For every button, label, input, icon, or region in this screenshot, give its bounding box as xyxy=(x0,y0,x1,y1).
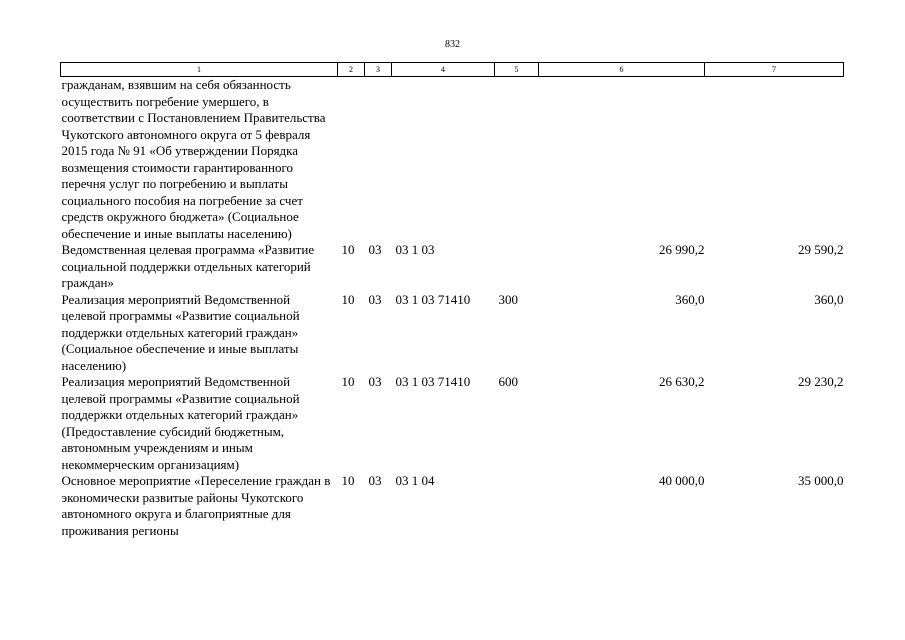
row-name: гражданам, взявшим на себя обязанность осуществить погребение умершего, в соответствии с Постановлением Правительства Чукотского автономного округа от 5 февраля 2015 года № 91 «Об утверждении Порядка возмещения стоимости гарантированного перечня услуг по погребению и выплаты социального пособия на погребение за счет средств окружного бюджета» (Социальное обеспечение и иные выплаты населению) xyxy=(61,77,326,241)
page-number: 832 xyxy=(445,39,460,50)
row-amount-1: 360,0 xyxy=(675,291,705,307)
row-target-item: 03 1 04 xyxy=(395,473,435,488)
row-section: 10 xyxy=(341,374,355,389)
row-subsection: 03 xyxy=(368,473,382,488)
row-section: 10 xyxy=(341,242,355,257)
row-amount-2 xyxy=(705,77,844,243)
row-subsection: 03 xyxy=(368,291,382,307)
row-target-item: 03 1 03 71410 xyxy=(395,374,471,389)
row-name: Реализация мероприятий Ведомственной целевой программы «Развитие социальной поддержки отдельных категорий граждан» (Социальное обеспечение и иные выплаты населению) xyxy=(61,291,300,373)
row-amount-1: 26 630,2 xyxy=(659,374,705,389)
table-row xyxy=(61,292,844,375)
table-row xyxy=(61,242,844,292)
row-subsection xyxy=(365,77,392,243)
row-amount-1: 40 000,0 xyxy=(659,473,705,488)
row-name: Ведомственная целевая программа «Развитие социальной поддержки отдельных категорий граждан» xyxy=(61,242,315,290)
row-section: 10 xyxy=(341,291,355,307)
table-row xyxy=(61,473,844,539)
column-header-6: 6 xyxy=(539,63,705,77)
row-subsection: 03 xyxy=(368,242,382,257)
table-row xyxy=(61,374,844,473)
row-expense-type xyxy=(495,473,539,539)
row-target-item xyxy=(392,77,495,243)
row-name: Основное мероприятие «Переселение граждан в экономически развитые районы Чукотского автономного округа и благоприятные для проживания регионы xyxy=(61,473,331,538)
row-expense-type: 300 xyxy=(498,291,518,307)
column-header-4: 4 xyxy=(392,63,495,77)
row-expense-type xyxy=(495,77,539,243)
budget-table xyxy=(60,62,844,539)
row-amount-2: 29 590,2 xyxy=(798,242,844,257)
table-row xyxy=(61,77,844,243)
column-number-header-row xyxy=(61,63,844,77)
column-header-2: 2 xyxy=(338,63,365,77)
column-header-1: 1 xyxy=(61,63,338,77)
row-subsection: 03 xyxy=(368,374,382,389)
column-header-7: 7 xyxy=(705,63,844,77)
column-header-3: 3 xyxy=(365,63,392,77)
row-amount-1: 26 990,2 xyxy=(659,242,705,257)
row-name: Реализация мероприятий Ведомственной целевой программы «Развитие социальной поддержки отдельных категорий граждан» (Предоставление субсидий бюджетным, автономным учреждениям и иным некоммерческим организациям) xyxy=(61,374,300,472)
row-section: 10 xyxy=(341,473,355,488)
row-amount-1 xyxy=(539,77,705,243)
row-expense-type: 600 xyxy=(498,374,518,389)
row-amount-2: 35 000,0 xyxy=(798,473,844,488)
row-expense-type xyxy=(495,242,539,292)
row-section xyxy=(338,77,365,243)
row-target-item: 03 1 03 71410 xyxy=(395,291,471,307)
column-header-5: 5 xyxy=(495,63,539,77)
row-target-item: 03 1 03 xyxy=(395,242,435,257)
row-amount-2: 360,0 xyxy=(814,291,844,307)
row-amount-2: 29 230,2 xyxy=(798,374,844,389)
